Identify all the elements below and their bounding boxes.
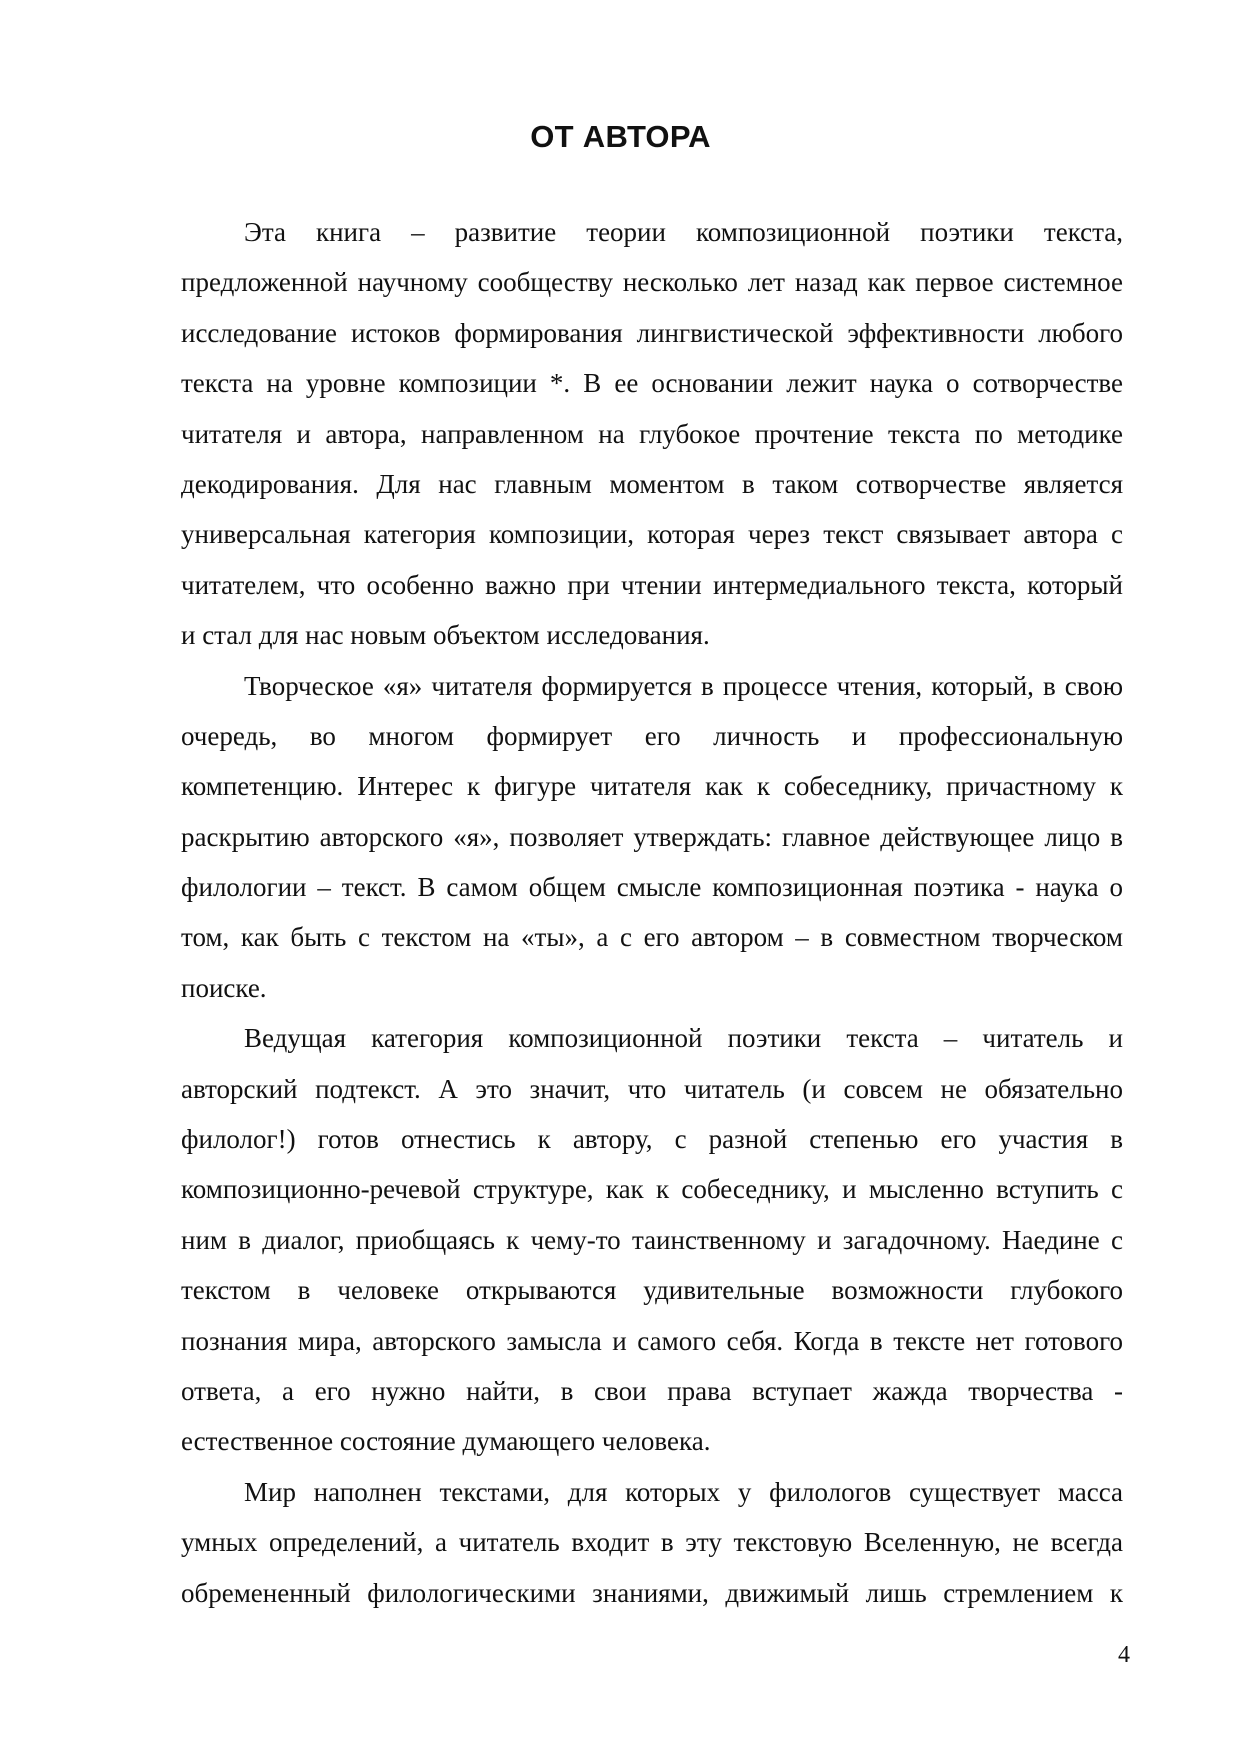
text-line: авторский подтекст. А это значит, что читатель (и совсем не обязательно: [181, 1073, 1123, 1104]
text-line: компетенцию. Интерес к фигуре читателя как к собеседнику, причастному к: [181, 771, 1123, 802]
text-line: Творческое «я» читателя формируется в процессе чтения, который, в свою: [244, 670, 1123, 701]
text-line: естественное состояние думающего человека.: [181, 1426, 711, 1457]
text-line: познания мира, авторского замысла и самого себя. Когда в тексте нет готового: [181, 1325, 1123, 1356]
text-line: ответа, а его нужно найти, в свои права вступает жажда творчества -: [181, 1375, 1123, 1406]
paragraph-4: [118, 1467, 1123, 1618]
page-number: 4: [1118, 1642, 1130, 1668]
text-line: предложенной научному сообществу несколько лет назад как первое системное: [181, 267, 1123, 298]
paragraph-3: [118, 1013, 1123, 1467]
text-line: филолог!) готов отнестись к автору, с разной степенью его участия в: [181, 1124, 1123, 1155]
body-text: [118, 207, 1123, 1618]
text-line: читателем, что особенно важно при чтении интермедиального текста, который: [181, 569, 1123, 600]
paragraph-2: [118, 661, 1123, 1014]
text-line: очередь, во многом формирует его личность и профессиональную: [181, 720, 1123, 751]
text-line: филологии – текст. В самом общем смысле композиционная поэтика - наука о: [181, 872, 1123, 903]
text-line: ним в диалог, приобщаясь к чему-то таинственному и загадочному. Наедине с: [181, 1224, 1123, 1255]
text-line: текста на уровне композиции *. В ее основании лежит наука о сотворчестве: [181, 368, 1123, 399]
text-line: текстом в человеке открываются удивительные возможности глубокого: [181, 1275, 1123, 1306]
text-line: универсальная категория композиции, которая через текст связывает автора с: [181, 519, 1123, 550]
text-line: композиционно-речевой структуре, как к собеседнику, и мысленно вступить с: [181, 1174, 1123, 1205]
text-line: и стал для нас новым объектом исследования.: [181, 620, 710, 651]
text-line: исследование истоков формирования лингвистической эффективности любого: [181, 317, 1123, 348]
text-line: декодирования. Для нас главным моментом в таком сотворчестве является: [181, 468, 1123, 499]
page-title: ОТ АВТОРА: [530, 119, 711, 154]
text-line: Эта книга – развитие теории композиционной поэтики текста,: [244, 217, 1123, 247]
text-line: Ведущая категория композиционной поэтики текста – читатель и: [244, 1023, 1123, 1054]
text-line: поиске.: [181, 972, 267, 1003]
text-line: Мир наполнен текстами, для которых у филологов существует масса: [244, 1476, 1123, 1507]
text-line: умных определений, а читатель входит в эту текстовую Вселенную, не всегда: [181, 1527, 1123, 1558]
text-line: том, как быть с текстом на «ты», а с его автором – в совместном творческом: [181, 922, 1123, 953]
text-line: читателя и автора, направленном на глубокое прочтение текста по методике: [181, 418, 1123, 449]
paragraph-1: [118, 207, 1123, 661]
text-line: обремененный филологическими знаниями, движимый лишь стремлением к: [181, 1577, 1123, 1608]
text-line: раскрытию авторского «я», позволяет утверждать: главное действующее лицо в: [181, 821, 1123, 852]
